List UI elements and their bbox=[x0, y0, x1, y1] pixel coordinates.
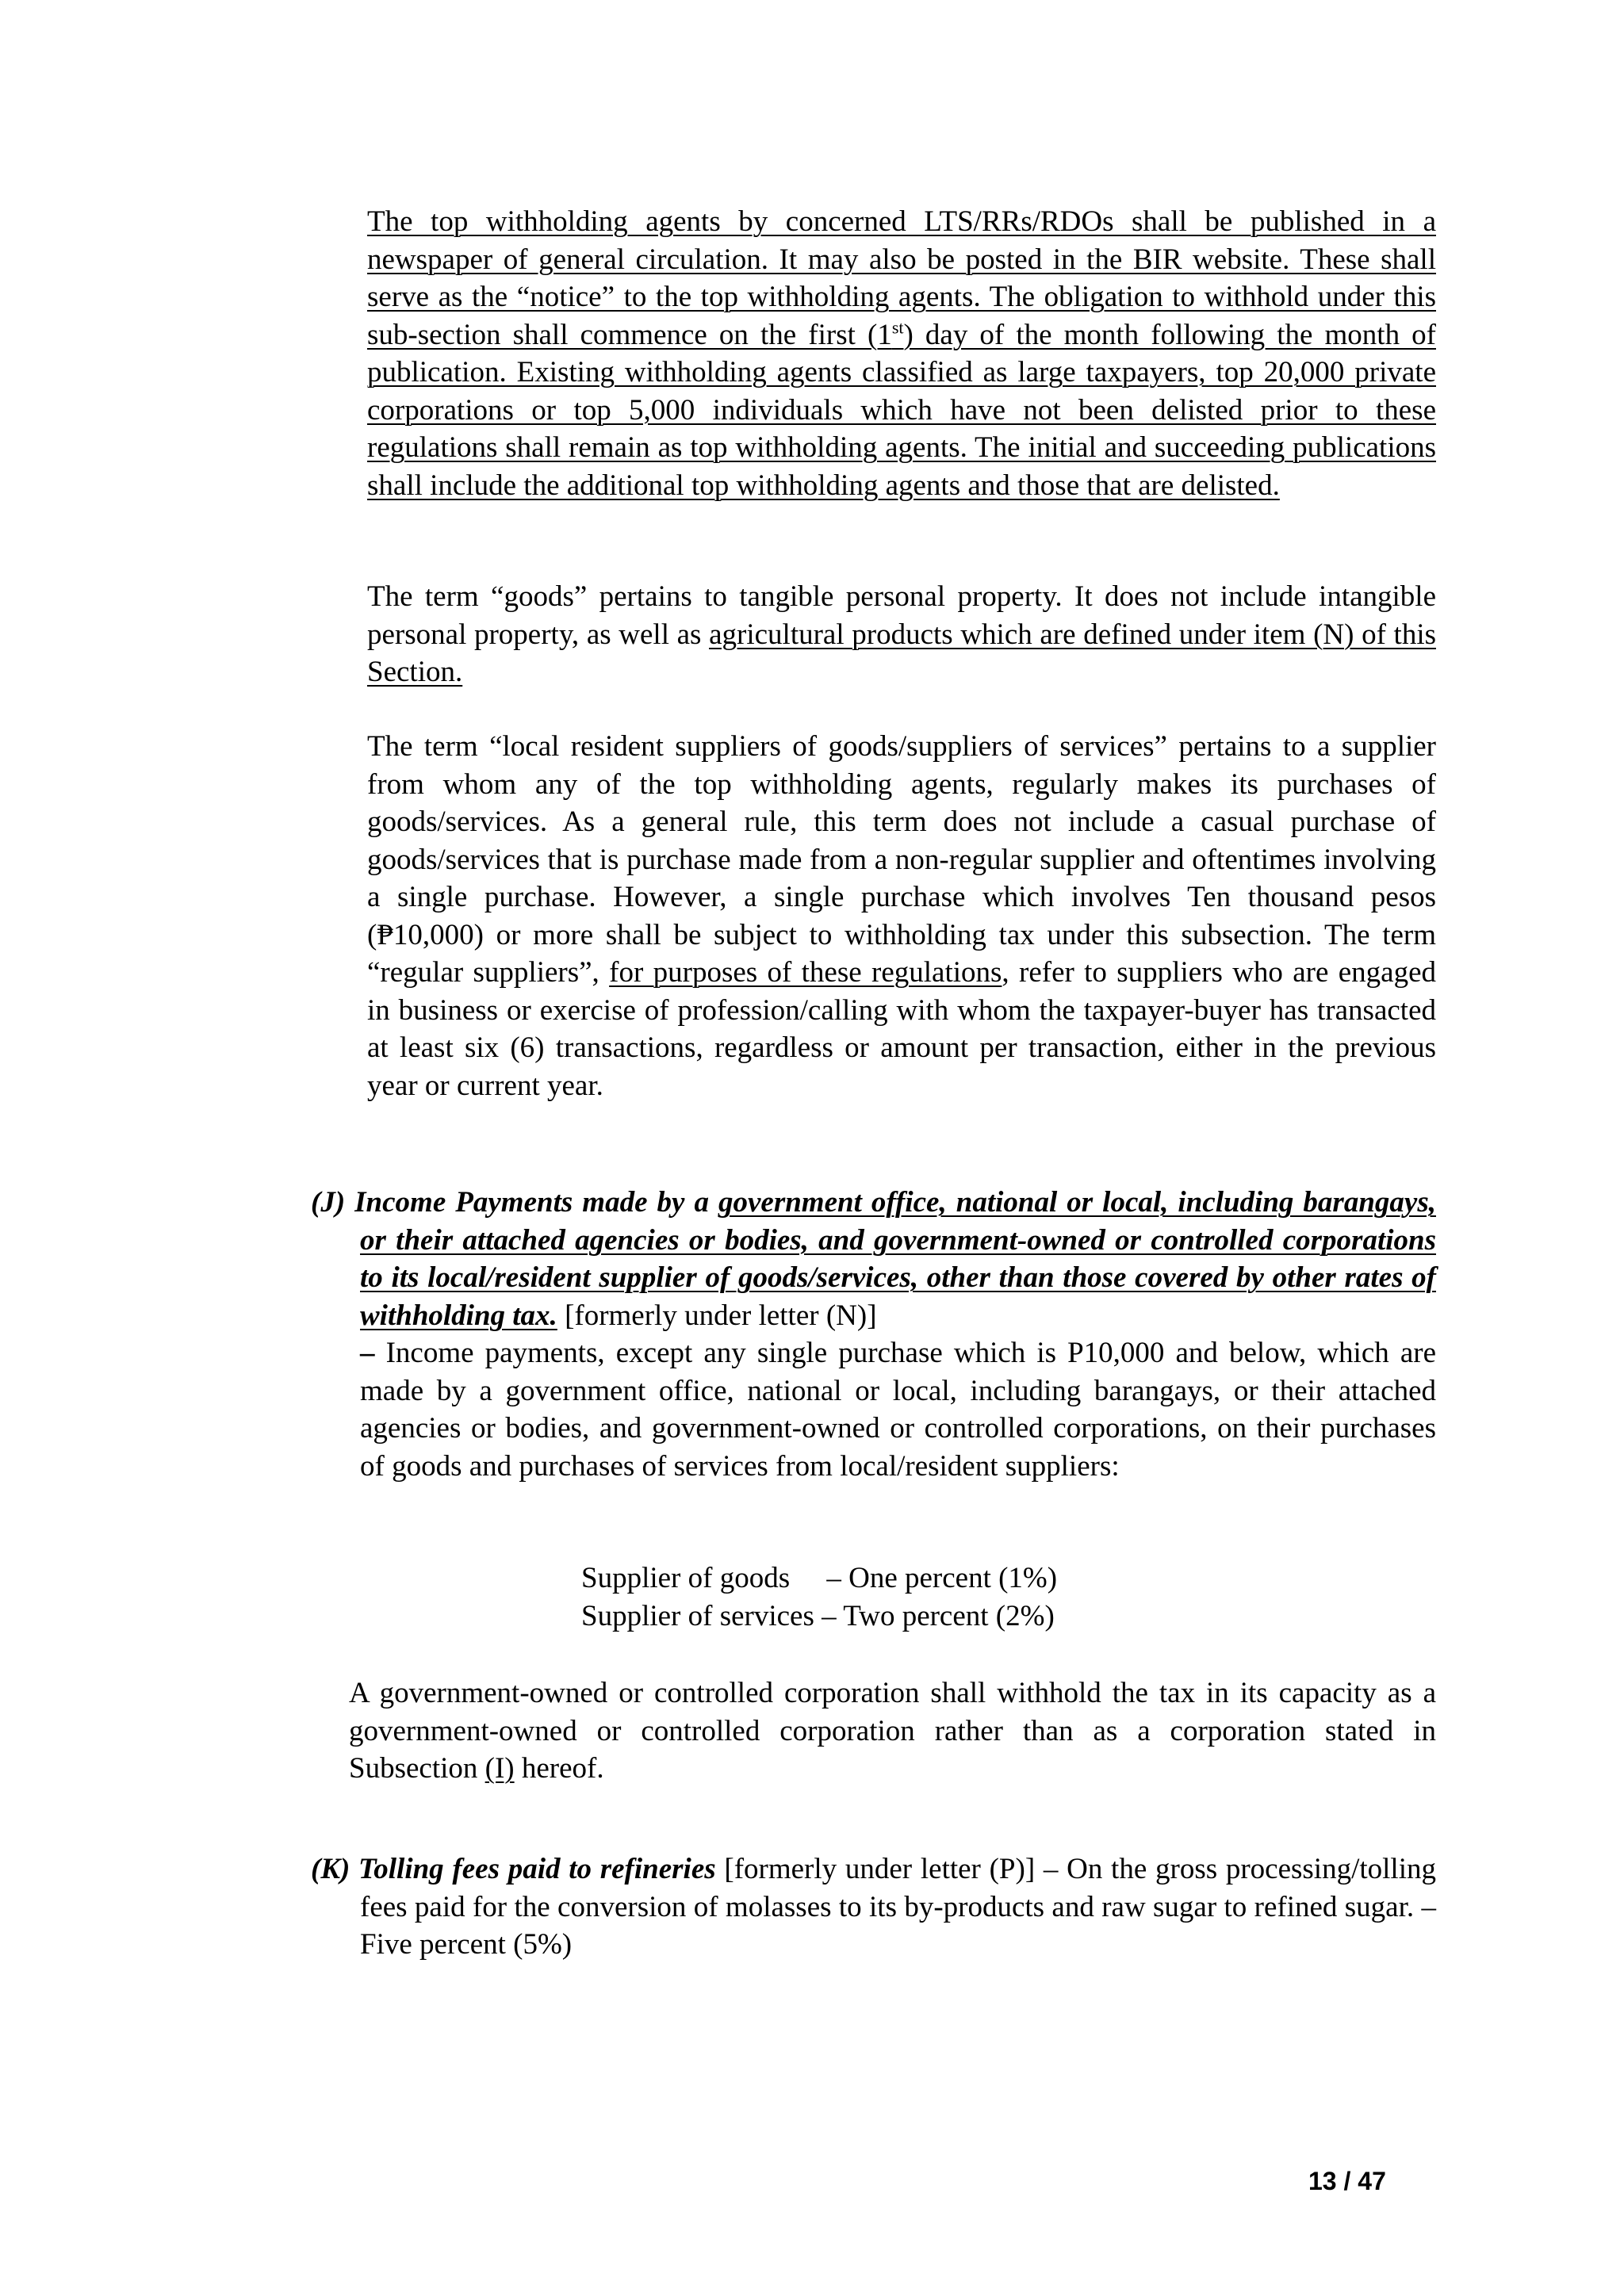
gocc-paragraph bbox=[349, 1674, 1436, 1788]
paragraph-text: The term “local resident suppliers of goods/suppliers of services” pertains to a supplier from whom any of the top withholding agents, regularly makes its purchases of goods/services. As a general rule, this term does not include a casual purchase of goods/services that is purchase made from a non-regular supplier and oftentimes involving a single purchase. However, a single purchase which involves Ten thousand pesos (₱10,000) or more shall be subject to withholding tax under this subsection. The term “regular suppliers”, bbox=[367, 730, 1436, 989]
goods-definition-paragraph bbox=[367, 578, 1436, 691]
paragraph-text: The term “goods” pertains to tangible personal property. It does not include intangible personal property, as well as bbox=[367, 580, 1436, 651]
paragraph-text: A government-owned or controlled corporation shall withhold the tax in its capacity as a government-owned or controlled corporation rather than as a corporation stated in Subsection bbox=[349, 1677, 1436, 1785]
withholding-rates bbox=[581, 1559, 1057, 1635]
ordinal-superscript: st bbox=[891, 317, 904, 338]
page-number: 13 / 47 bbox=[1308, 2167, 1386, 2195]
paragraph-text: Income payments, except any single purchase which is P10,000 and below, which are made by a government office, national or local, including barangays, or their attached agencies or bodies, and government-owned or controlled corporations, on their purchases of goods and purchases of services from local/resident suppliers: bbox=[360, 1337, 1436, 1483]
suppliers-definition-paragraph bbox=[367, 728, 1436, 1104]
top-withholding-agents-paragraph bbox=[367, 203, 1436, 504]
section-j-paragraph bbox=[311, 1184, 1436, 1485]
paragraph-text: The top withholding agents by concerned LTS/RRs/RDOs shall be published in a newspaper of general circulation. It may also be posted in the BIR website. These shall serve as the “notice” to the top withholding agents. The obligation to withhold under this sub-section shall commence on the first (1 bbox=[367, 205, 1436, 351]
paragraph-text: [formerly under letter (N)] bbox=[557, 1299, 877, 1332]
amended-text bbox=[367, 205, 1436, 502]
section-j-heading-amended: government office, national or local, including barangays, or their attached agencies or bodies, and government-owned or controlled corporations to its local/resident supplier of goods/services, other than those covered by other rates of withholding tax. bbox=[360, 1186, 1436, 1332]
amended-text: agricultural products which are defined under item (N) of this Section. bbox=[367, 618, 1436, 688]
section-k-heading: (K) Tolling fees paid to refineries bbox=[311, 1853, 716, 1885]
section-j-heading: (J) Income Payments made by a bbox=[311, 1186, 718, 1219]
paragraph-text: [formerly under letter (P)] – On the gross processing/tolling fees paid for the conversion of molasses to its by-products and raw sugar to refined sugar. – Five percent (5%) bbox=[360, 1853, 1436, 1961]
section-k-paragraph bbox=[311, 1850, 1436, 1964]
dash: – bbox=[360, 1337, 375, 1369]
amended-text: for purposes of these regulations bbox=[609, 956, 1002, 989]
paragraph-text: , refer to suppliers who are engaged in business or exercise of profession/calling with whom the taxpayer-buyer has transacted at least six (6) transactions, regardless or amount per transaction, either in the previous year or current year. bbox=[367, 956, 1437, 1102]
rate-goods: Supplier of goods – One percent (1%) bbox=[581, 1562, 1058, 1594]
rate-services: Supplier of services – Two percent (2%) bbox=[581, 1599, 1055, 1632]
subsection-reference: (I) bbox=[485, 1752, 515, 1785]
paragraph-text: ) day of the month following the month of publication. Existing withholding agents classified as large taxpayers, top 20,000 private corporations or top 5,000 individuals which have not been delisted prior to these regulations shall remain as top withholding agents. The initial and succeeding publications shall include the additional top withholding agents and those that are delisted. bbox=[367, 318, 1436, 502]
paragraph-text: hereof. bbox=[514, 1752, 604, 1785]
